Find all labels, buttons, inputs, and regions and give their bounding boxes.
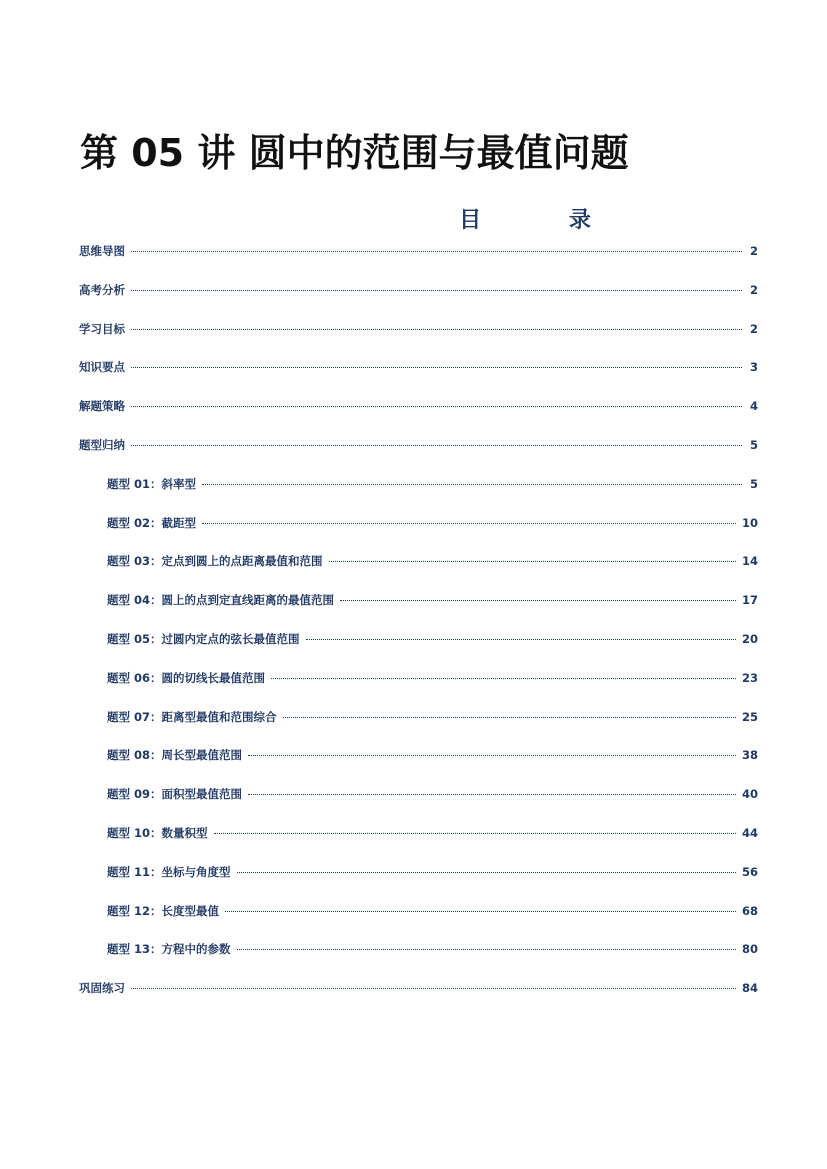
toc-page-number: 84: [741, 981, 758, 996]
toc-page-number: 2: [749, 244, 758, 258]
toc-subentry[interactable]: [107, 903, 758, 921]
dot-leader: [283, 717, 736, 718]
toc-subentry[interactable]: [107, 631, 758, 649]
toc-subentry[interactable]: [107, 825, 758, 843]
toc-page-number: 38: [741, 748, 758, 763]
toc-subentry[interactable]: [107, 786, 758, 804]
toc-entry-label: 题型 08：周长型最值范围: [107, 748, 243, 763]
toc-page-number: 5: [749, 476, 758, 491]
toc-entry-label: 知识要点: [79, 360, 125, 375]
toc-subentry[interactable]: [107, 747, 758, 765]
dot-leader: [225, 911, 736, 912]
toc-entry-label: 题型 09：面积型最值范围: [107, 787, 243, 802]
toc-entry-label: 题型 06：圆的切线长最值范围: [107, 670, 266, 685]
toc-entry-label: 题型 04：圆上的点到定直线距离的最值范围: [107, 593, 335, 608]
toc-entry-label: 高考分析: [79, 282, 125, 297]
toc-page-number: 68: [741, 903, 758, 918]
toc-entry[interactable]: [79, 437, 758, 455]
dot-leader: [237, 872, 736, 873]
toc-heading: 目 录: [459, 208, 631, 233]
dot-leader: [131, 988, 736, 989]
toc-page-number: 17: [741, 593, 758, 608]
toc-subentry[interactable]: [107, 592, 758, 610]
dot-leader: [271, 678, 736, 679]
toc-entry-label: 题型 07：距离型最值和范围综合: [107, 709, 277, 724]
dot-leader: [340, 600, 736, 601]
dot-leader: [131, 251, 742, 252]
toc-page-number: 25: [741, 709, 758, 724]
dot-leader: [248, 755, 736, 756]
toc-subentry[interactable]: [107, 670, 758, 688]
toc-page-number: 3: [749, 360, 758, 375]
toc-entry-label: 思维导图: [79, 244, 125, 258]
toc-subentry[interactable]: [107, 864, 758, 882]
dot-leader: [329, 561, 736, 562]
dot-leader: [131, 290, 742, 291]
toc-page-number: 80: [741, 942, 758, 957]
document-title: 第 05 讲 圆中的范围与最值问题: [80, 131, 629, 175]
dot-leader: [131, 367, 742, 368]
toc-entry-label: 题型 11：坐标与角度型: [107, 864, 231, 879]
toc-entry-label: 题型 10：数量积型: [107, 826, 208, 840]
toc-entry-label: 巩固练习: [79, 981, 125, 996]
toc-subentry[interactable]: [107, 941, 758, 959]
toc-page-number: 44: [741, 826, 758, 840]
toc-entry-label: 题型 02：截距型: [107, 515, 197, 530]
toc-page-number: 2: [749, 321, 758, 336]
toc-page-number: 56: [741, 864, 758, 879]
toc-page-number: 5: [749, 438, 758, 452]
dot-leader: [131, 406, 742, 407]
toc-page-number: 2: [749, 282, 758, 297]
toc-page-number: 14: [741, 554, 758, 569]
dot-leader: [248, 794, 736, 795]
toc-page-number: 4: [749, 399, 758, 414]
toc-entry-label: 题型 13：方程中的参数: [107, 942, 231, 957]
toc-entry[interactable]: [79, 321, 758, 339]
toc-entry-label: 题型 03：定点到圆上的点距离最值和范围: [107, 554, 323, 569]
toc-entry-label: 题型 01：斜率型: [107, 476, 197, 491]
toc-subentry[interactable]: [107, 553, 758, 571]
toc-page-number: 40: [741, 787, 758, 802]
dot-leader: [202, 484, 742, 485]
toc-subentry[interactable]: [107, 515, 758, 533]
toc-entry[interactable]: [79, 282, 758, 300]
toc-entry[interactable]: [79, 243, 758, 261]
dot-leader: [131, 329, 742, 330]
toc-page-number: 10: [741, 515, 758, 530]
toc-entry[interactable]: [79, 359, 758, 377]
toc-page-number: 20: [741, 632, 758, 646]
toc-subentry[interactable]: [107, 476, 758, 494]
toc-subentry[interactable]: [107, 709, 758, 727]
dot-leader: [306, 639, 736, 640]
toc-page-number: 23: [741, 670, 758, 685]
toc-entry-label: 题型归纳: [79, 438, 125, 452]
toc-entry-label: 题型 05：过圆内定点的弦长最值范围: [107, 632, 300, 646]
dot-leader: [202, 523, 736, 524]
toc-entry-label: 题型 12：长度型最值: [107, 903, 220, 918]
toc-entry-label: 学习目标: [79, 321, 125, 336]
toc-entry[interactable]: [79, 398, 758, 416]
toc-entry[interactable]: [79, 980, 758, 998]
toc-entry-label: 解题策略: [79, 399, 125, 414]
dot-leader: [237, 949, 736, 950]
dot-leader: [214, 833, 736, 834]
dot-leader: [131, 445, 742, 446]
